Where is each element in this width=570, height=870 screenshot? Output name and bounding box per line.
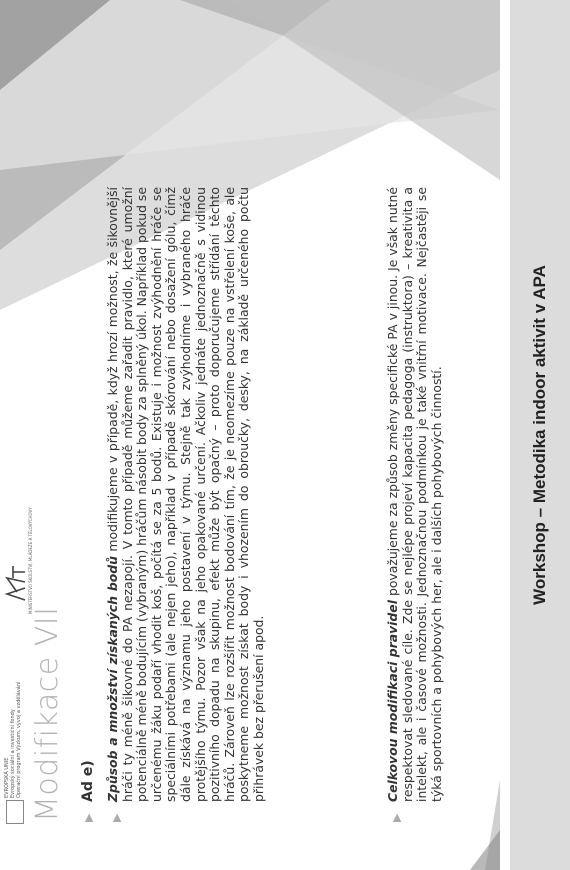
msmt-text: MINISTERSTVO ŠKOLSTVÍ, MLÁDEŽE A TĚLOVÝCHOVY bbox=[28, 507, 33, 614]
bullet-icon: ▶ bbox=[110, 813, 123, 822]
eu-line-2: Evropský sociální a investiční fondy bbox=[10, 709, 16, 798]
paragraph-2-body: považujeme za způsob změny specifické PA v jinou. Je však nutné respektovat sledované cíle. Zde se nejlépe projeví kapacita pedagoga (instruktora) – kreativita a intelekt, ale i časové možnosti. Jednoznačnou podmínkou je také vnitřní motivace. Nejčastěji se týká sportovních a pohybových her, ale i dalších pohybových činností. bbox=[385, 186, 444, 802]
paragraph-2-lead: Celkovou modifikaci pravidel bbox=[385, 600, 400, 802]
slide-title: Modifikace VII bbox=[30, 606, 65, 822]
paragraph-1-body: modifikujeme v případě, když hrozí možnost, že šikovnější hráči ty méně šikovné do PA nezapojí. V tomto případě můžeme zařadit pravidlo, které umožní potenciálně méně bodujícím (vybraným) hráčům násobit body za splněný úkol. Například pokud se určenému žáku podaří vhodit koš, počítá se za 5 bodů. Existuje i možnost zvýhodnění hráče se speciálními potřebami (ale nejen jeho), například v případě skórování nebo dosažení gólu, čímž dále získává na významu jeho postavení v týmu. Stejně tak zvýhodníme i vybraného hráče protějšího týmu. Pozor však na jeho opakované určení. Ačkoliv jednáte jednoznačně s vidinou pozitivního dopadu na skupinu, efekt může být opačný – proto doporučujeme střídání těchto hráčů. Zároveň lze rozšířit možnost bodování tím, že je neomezíme pouze na vstřelení koše, ale poskytneme možnost získat body i vhozením do obroučky, desky, na základě určeného počtu přihrávek bez přerušení apod. bbox=[105, 187, 266, 802]
paragraph-1-lead: Způsob a množství získaných bodů bbox=[105, 556, 120, 802]
sub-heading: Ad e) bbox=[80, 760, 96, 802]
eu-text bbox=[4, 682, 22, 798]
bullet-icon: ▶ bbox=[390, 813, 403, 822]
eu-line-3: Operační program Výzkum, vývoj a vzdělávání bbox=[16, 681, 22, 798]
bullet-icon: ▶ bbox=[82, 813, 95, 822]
paragraph-1 bbox=[106, 187, 267, 802]
sidebar bbox=[510, 0, 570, 870]
sidebar-title: Workshop – Metodika indoor aktivit v APA bbox=[530, 265, 549, 605]
eu-line-1: EVROPSKÁ UNIE bbox=[4, 757, 10, 798]
paragraph-2 bbox=[386, 187, 444, 802]
msmt-logo-icon bbox=[3, 558, 31, 608]
eu-flag-icon bbox=[6, 800, 24, 824]
